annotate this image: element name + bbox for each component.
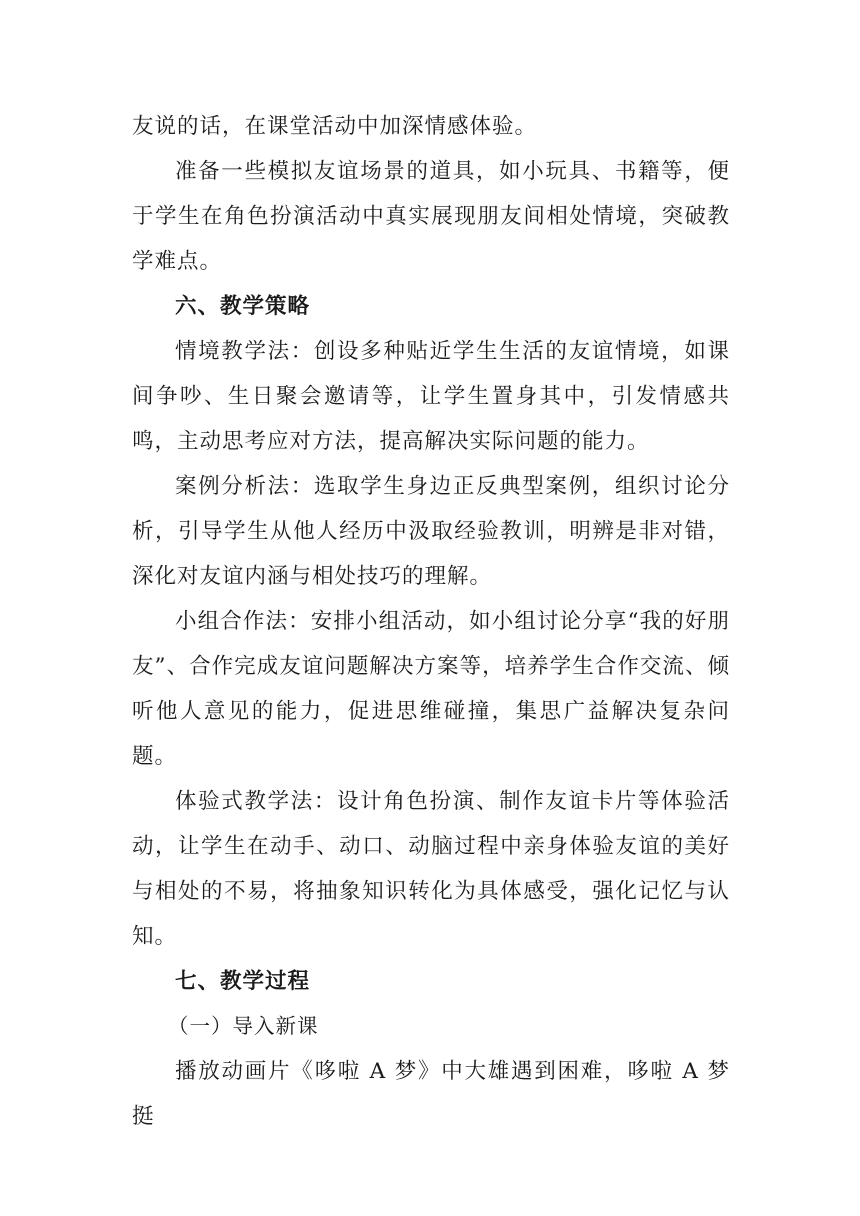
paragraph-group-cooperation: 小组合作法：安排小组活动，如小组讨论分享“我的好朋友”、合作完成友谊问题解决方案等，培养学生合作交流、倾听他人意见的能力，促进思维碰撞，集思广益解决复杂问题。 bbox=[132, 609, 730, 769]
paragraph-case-analysis: 案例分析法：选取学生身边正反典型案例，组织讨论分析，引导学生从他人经历中汲取经验教训，明辨是非对错，深化对友谊内涵与相处技巧的理解。 bbox=[132, 474, 730, 589]
subsection-heading-introduction: （一）导入新课 bbox=[168, 1014, 319, 1038]
paragraph-experiential-teaching: 体验式教学法：设计角色扮演、制作友谊卡片等体验活动，让学生在动手、动口、动脑过程中亲身体验友谊的美好与相处的不易，将抽象知识转化为具体感受，强化记忆与认知。 bbox=[132, 789, 730, 949]
paragraph-introduction: 播放动画片《哆啦 A 梦》中大雄遇到困难，哆啦 A 梦挺 bbox=[132, 1059, 730, 1129]
section-heading-teaching-strategy: 六、教学策略 bbox=[175, 294, 311, 319]
section-heading-teaching-process: 七、教学过程 bbox=[175, 969, 311, 994]
document-body bbox=[132, 104, 730, 1139]
paragraph-situational-teaching: 情境教学法：创设多种贴近学生生活的友谊情境，如课间争吵、生日聚会邀请等，让学生置身其中，引发情感共鸣，主动思考应对方法，提高解决实际问题的能力。 bbox=[132, 339, 730, 454]
paragraph-continuation: 友说的话，在课堂活动中加深情感体验。 bbox=[132, 114, 538, 139]
paragraph-props: 准备一些模拟友谊场景的道具，如小玩具、书籍等，便于学生在角色扮演活动中真实展现朋友间相处情境，突破教学难点。 bbox=[132, 159, 730, 274]
